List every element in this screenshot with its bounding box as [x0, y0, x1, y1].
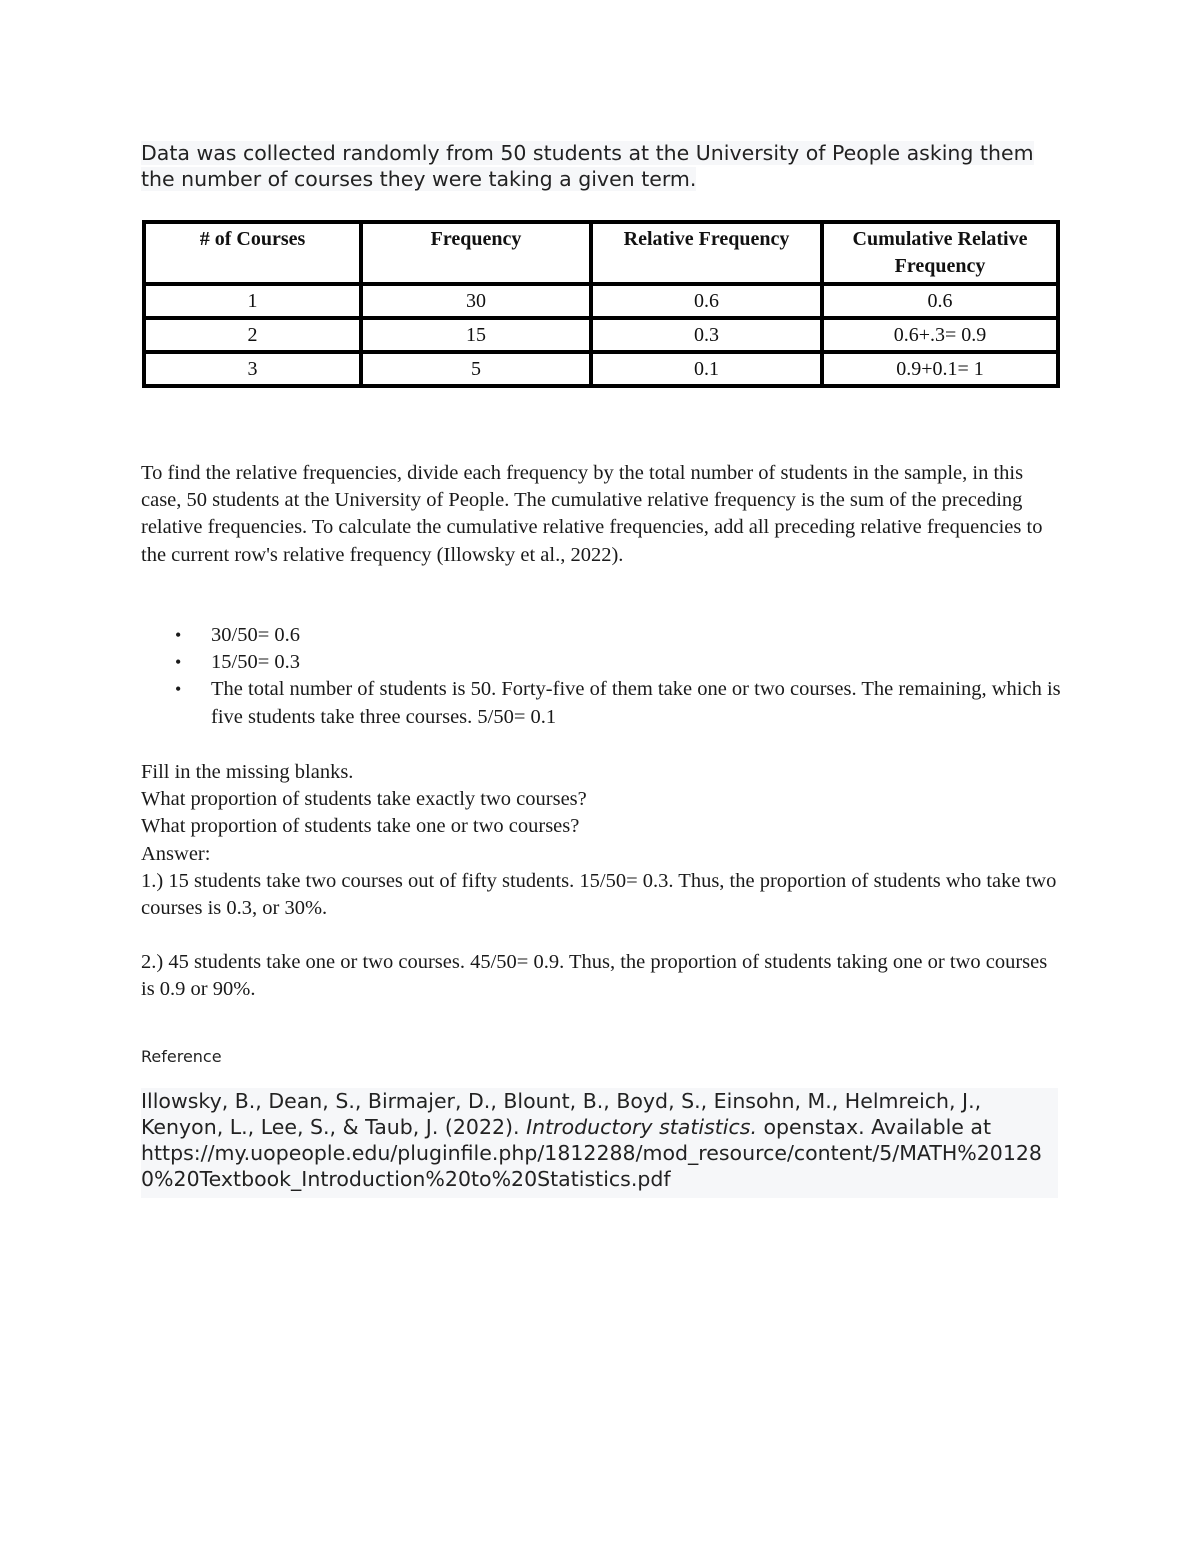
bullet-list [141, 622, 1061, 731]
table-row [144, 318, 1058, 352]
list-item [141, 649, 1061, 676]
bullet-text: 15/50= 0.3 [211, 651, 301, 674]
question-one: What proportion of students take exactly two courses? [141, 788, 587, 811]
cell-frequency: 30 [361, 284, 591, 318]
header-relative-frequency: Relative Frequency [591, 222, 822, 284]
cell-cumulative: 0.6+.3= 0.9 [822, 318, 1058, 352]
frequency-table [142, 220, 1060, 388]
header-num-courses: # of Courses [144, 222, 361, 284]
question-answer-section [141, 759, 1061, 1004]
answer-two: 2.) 45 students take one or two courses. 45/50= 0.9. Thus, the proportion of students taking one or two courses is 0.9 or 90%. [141, 951, 1048, 1001]
explanation-paragraph: To find the relative frequencies, divide each frequency by the total number of students in the sample, in this case, 50 students at the University of People. The cumulative relative frequency is the sum of the preceding relative frequencies. To calculate the cumulative relative frequencies, add all preceding relative frequencies to the current row's relative frequency (Illowsky et al., 2022). [141, 462, 1043, 566]
table-row [144, 284, 1058, 318]
bullet-marker: • [175, 679, 182, 700]
spacer [141, 922, 1061, 949]
header-cumulative-relative-frequency: Cumulative Relative Frequency [822, 222, 1058, 284]
list-item [141, 622, 1061, 649]
cell-relative-frequency: 0.3 [591, 318, 822, 352]
cell-courses: 3 [144, 352, 361, 386]
bullet-marker: • [175, 625, 182, 645]
question-two: What proportion of students take one or two courses? [141, 815, 580, 838]
header-frequency: Frequency [361, 222, 591, 284]
cell-relative-frequency: 0.1 [591, 352, 822, 386]
bullet-text: 30/50= 0.6 [211, 624, 301, 646]
bullet-marker: • [175, 652, 182, 673]
reference-title: Introductory statistics. [526, 1115, 757, 1139]
instruction-line: Fill in the missing blanks. [141, 761, 354, 783]
answer-one: 1.) 15 students take two courses out of fifty students. 15/50= 0.3. Thus, the proportion of students who take two courses is 0.3, or 30%. [141, 869, 1057, 920]
table-header-row [144, 222, 1058, 284]
table-row [144, 352, 1058, 386]
cell-frequency: 5 [361, 352, 591, 386]
reference-heading: Reference [141, 1047, 222, 1066]
bullet-text: The total number of students is 50. Forty-five of them take one or two courses. The remaining, which is five students take three courses. 5/50= 0.1 [211, 678, 1061, 728]
intro-paragraph [141, 140, 1059, 192]
answer-label: Answer: [141, 842, 211, 865]
reference-entry [141, 1088, 1058, 1198]
cell-courses: 2 [144, 318, 361, 352]
reference-publisher: openstax. Available at [756, 1115, 992, 1139]
reference-url[interactable]: https://my.uopeople.edu/pluginfile.php/1812288/mod_resource/content/5/MATH%201280%20Textbook_Introduction%20to%20Statistics.pdf [141, 1141, 1042, 1191]
reference-authors: Illowsky, B., Dean, S., Birmajer, D., Blount, B., Boyd, S., Einsohn, M., Helmreich, J., Kenyon, L., Lee, S., & Taub, J. (2022). [141, 1089, 982, 1139]
cell-courses: 1 [144, 284, 361, 318]
cell-relative-frequency: 0.6 [591, 284, 822, 318]
cell-frequency: 15 [361, 318, 591, 352]
intro-text: Data was collected randomly from 50 students at the University of People asking them the number of courses they were taking a given term. [141, 141, 1034, 191]
cell-cumulative: 0.9+0.1= 1 [822, 352, 1058, 386]
cell-cumulative: 0.6 [822, 284, 1058, 318]
list-item [141, 676, 1061, 730]
